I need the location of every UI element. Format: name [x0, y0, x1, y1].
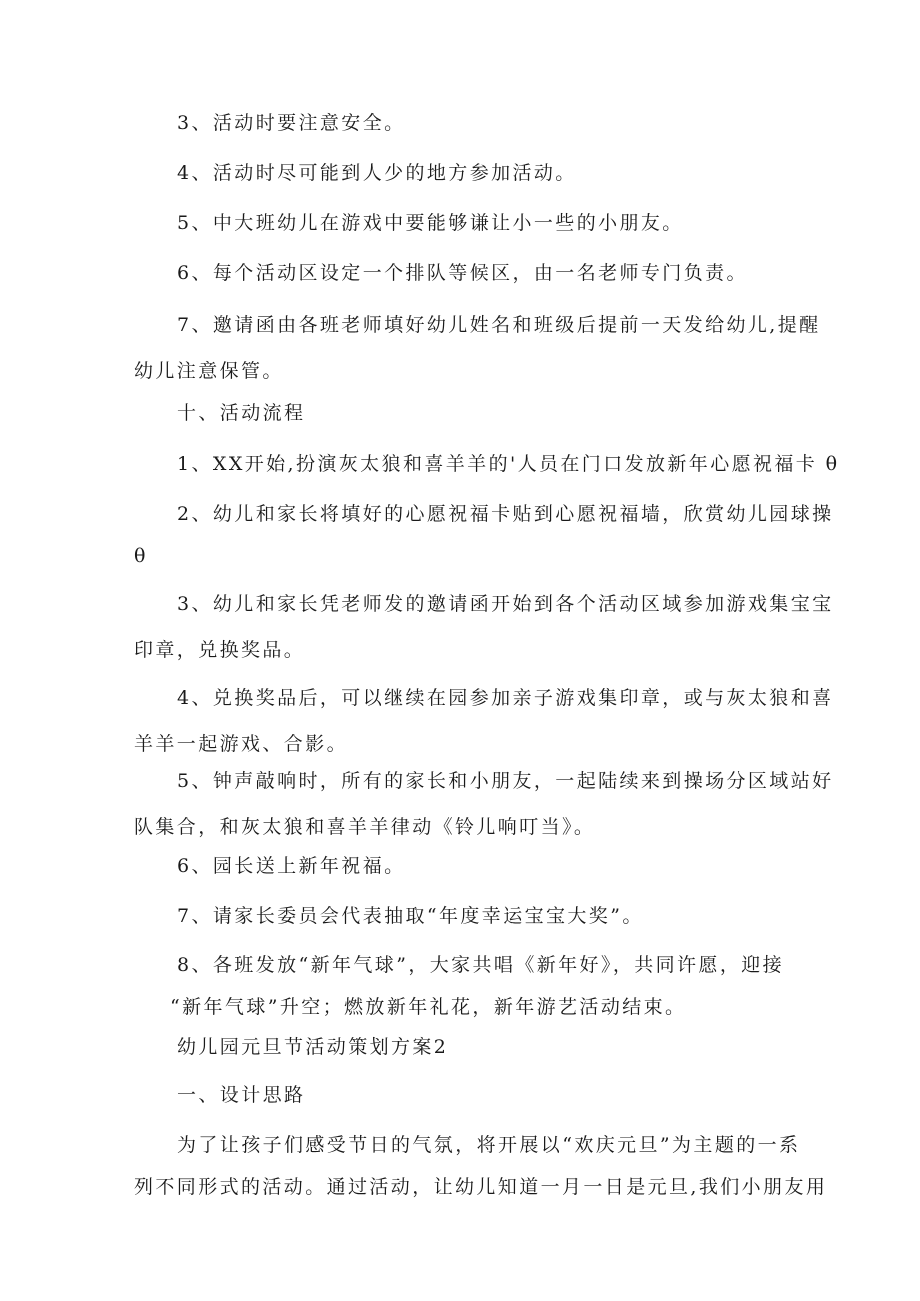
text-line: 7、请家长委员会代表抽取“年度幸运宝宝大奖”。 [177, 905, 644, 927]
text-line: “新年气球”升空；燃放新年礼花，新年游艺活动结束。 [170, 996, 687, 1018]
paragraph-step-5 [0, 766, 920, 843]
text-line: 为了让孩子们感受节日的气氛，将开展以“欢庆元旦”为主题的一系 [177, 1134, 801, 1156]
text-line: 6、园长送上新年祝福。 [177, 855, 406, 877]
text-line: 5、中大班幼儿在游戏中要能够谦让小一些的小朋友。 [177, 212, 684, 234]
text-line: 7、邀请函由各班老师填好幼儿姓名和班级后提前一天发给幼儿,提醒 [177, 314, 821, 336]
section-heading-design [0, 1080, 920, 1111]
text-line: 6、每个活动区设定一个排队等候区，由一名老师专门负责。 [177, 262, 748, 284]
text-line: 幼儿注意保管。 [134, 360, 284, 382]
text-line: 3、活动时要注意安全。 [177, 112, 406, 134]
document-title-plan-2 [0, 1032, 920, 1063]
paragraph-step-6 [0, 851, 920, 882]
text-line: 印章，兑换奖品。 [134, 639, 306, 661]
text-line: 羊羊一起游戏、合影。 [134, 733, 349, 755]
text-line: 1、XX开始,扮演灰太狼和喜羊羊的'人员在门口发放新年心愿祝福卡 θ [177, 453, 840, 475]
paragraph-design-intro [0, 1130, 920, 1203]
paragraph-step-1 [0, 449, 920, 480]
paragraph-invitation [0, 310, 920, 387]
paragraph-safety [0, 108, 920, 139]
paragraph-step-8 [0, 950, 920, 1023]
section-heading-process [0, 398, 920, 429]
text-line: 十、活动流程 [177, 402, 306, 424]
text-line: 一、设计思路 [177, 1084, 306, 1106]
text-line: θ [134, 545, 148, 567]
text-line: 列不同形式的活动。通过活动，让幼儿知道一月一日是元旦,我们小朋友用 [134, 1176, 828, 1198]
paragraph-queue-area [0, 258, 920, 289]
text-line: 队集合，和灰太狼和喜羊羊律动《铃儿响叮当》。 [134, 816, 596, 838]
paragraph-step-4 [0, 683, 920, 760]
text-line: 2、幼儿和家长将填好的心愿祝福卡贴到心愿祝福墙，欣赏幼儿园球操 [177, 503, 834, 525]
paragraph-step-3 [0, 589, 920, 666]
text-line: 8、各班发放“新年气球”，大家共唱《新年好》，共同许愿，迎接 [177, 954, 785, 976]
paragraph-yield [0, 208, 920, 239]
paragraph-few-people [0, 158, 920, 189]
text-line: 3、幼儿和家长凭老师发的邀请函开始到各个活动区域参加游戏集宝宝 [177, 593, 834, 615]
paragraph-step-2 [0, 499, 920, 572]
text-line: 幼儿园元旦节活动策划方案2 [177, 1036, 449, 1058]
text-line: 4、兑换奖品后，可以继续在园参加亲子游戏集印章，或与灰太狼和喜 [177, 687, 834, 709]
paragraph-step-7 [0, 901, 920, 932]
text-line: 5、钟声敲响时，所有的家长和小朋友，一起陆续来到操场分区域站好 [177, 770, 834, 792]
text-line: 4、活动时尽可能到人少的地方参加活动。 [177, 162, 577, 184]
